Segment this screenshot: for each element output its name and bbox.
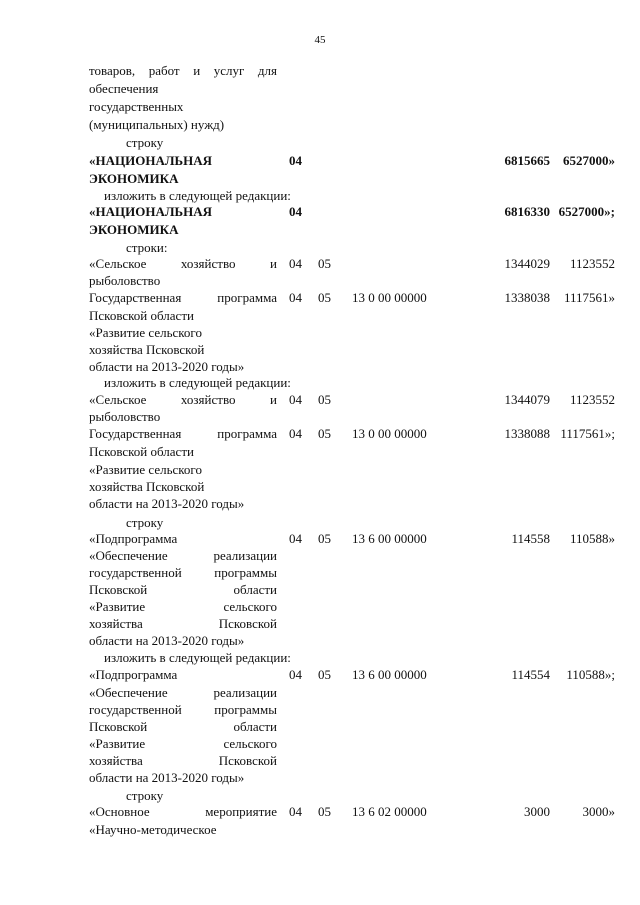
text-line: 114554: [511, 667, 550, 682]
text-line: 04: [289, 256, 302, 271]
text-line: 05: [318, 392, 331, 407]
text-line: Псковской области: [89, 719, 277, 734]
text-line: 3000»: [582, 804, 615, 819]
text-line: области на 2013-2020 годы»: [89, 770, 245, 785]
text-line: 110588»: [569, 531, 615, 546]
text-line: 6527000»;: [558, 204, 615, 219]
text-line: «Сельское хозяйство и: [89, 392, 277, 407]
text-line: 3000: [524, 804, 550, 819]
text-line: 04: [289, 204, 302, 219]
text-line: 114558: [511, 531, 550, 546]
text-line: государственной программы: [89, 565, 277, 580]
text-line: «Развитие сельского: [89, 736, 277, 751]
text-line: 05: [318, 256, 331, 271]
text-line: хозяйства Псковской: [89, 753, 277, 768]
text-line: 1123552: [569, 392, 615, 407]
text-line: изложить в следующей редакции:: [104, 650, 291, 665]
text-line: 6527000»: [563, 153, 615, 168]
text-line: рыболовство: [89, 273, 161, 288]
text-line: 05: [318, 531, 331, 546]
text-line: строки:: [126, 240, 168, 255]
text-line: Псковской области: [89, 308, 194, 323]
text-line: 04: [289, 392, 302, 407]
text-line: «Развитие сельского: [89, 325, 202, 340]
text-line: 6815665: [504, 153, 550, 168]
text-line: 13 6 00 00000: [352, 667, 427, 682]
text-line: 1344079: [504, 392, 550, 407]
text-line: «Научно-методическое: [89, 822, 217, 837]
text-line: ЭКОНОМИКА: [89, 171, 179, 186]
text-line: 05: [318, 426, 331, 441]
text-line: «Развитие сельского: [89, 462, 202, 477]
text-line: 13 0 00 00000: [352, 426, 427, 441]
text-line: «Сельское хозяйство и: [89, 256, 277, 271]
text-line: «Обеспечение реализации: [89, 685, 277, 700]
text-line: 04: [289, 667, 302, 682]
text-line: «НАЦИОНАЛЬНАЯ: [89, 204, 213, 219]
text-line: 110588»;: [566, 667, 615, 682]
text-line: 04: [289, 804, 302, 819]
text-line: 1344029: [504, 256, 550, 271]
text-line: 13 0 00 00000: [352, 290, 427, 305]
text-line: строку: [126, 135, 164, 150]
text-line: «Подпрограмма: [89, 531, 178, 546]
text-line: строку: [126, 788, 164, 803]
text-line: 05: [318, 290, 331, 305]
text-line: 05: [318, 667, 331, 682]
text-line: 1123552: [569, 256, 615, 271]
text-line: 04: [289, 153, 302, 168]
text-line: рыболовство: [89, 409, 161, 424]
text-line: Государственная программа: [89, 426, 277, 441]
text-line: «Обеспечение реализации: [89, 548, 277, 563]
text-line: изложить в следующей редакции:: [104, 188, 291, 203]
text-line: области на 2013-2020 годы»: [89, 359, 245, 374]
text-line: области на 2013-2020 годы»: [89, 496, 245, 511]
text-line: обеспечения: [89, 81, 159, 96]
text-line: области на 2013-2020 годы»: [89, 633, 245, 648]
text-line: 1338088: [504, 426, 550, 441]
text-line: государственных: [89, 99, 184, 114]
text-line: строку: [126, 515, 164, 530]
text-line: (муниципальных) нужд): [89, 117, 225, 132]
text-line: «Подпрограмма: [89, 667, 178, 682]
text-line: изложить в следующей редакции:: [104, 375, 291, 390]
page-number: 45: [314, 34, 326, 46]
text-line: хозяйства Псковской: [89, 479, 205, 494]
text-line: 04: [289, 290, 302, 305]
text-line: 1117561»;: [560, 426, 615, 441]
text-line: 1117561»: [563, 290, 615, 305]
text-line: Псковской области: [89, 444, 194, 459]
text-line: хозяйства Псковской: [89, 616, 277, 631]
text-line: 05: [318, 804, 331, 819]
text-line: товаров, работ и услуг для: [89, 63, 277, 78]
text-line: хозяйства Псковской: [89, 342, 205, 357]
text-line: 1338038: [504, 290, 550, 305]
text-line: «Развитие сельского: [89, 599, 277, 614]
text-line: 13 6 02 00000: [352, 804, 427, 819]
text-line: 04: [289, 531, 302, 546]
text-line: Псковской области: [89, 582, 277, 597]
text-line: 13 6 00 00000: [352, 531, 427, 546]
text-line: ЭКОНОМИКА: [89, 222, 179, 237]
text-line: Государственная программа: [89, 290, 277, 305]
text-line: государственной программы: [89, 702, 277, 717]
text-line: 04: [289, 426, 302, 441]
text-line: 6816330: [504, 204, 550, 219]
text-line: «НАЦИОНАЛЬНАЯ: [89, 153, 213, 168]
text-line: «Основное мероприятие: [89, 804, 277, 819]
